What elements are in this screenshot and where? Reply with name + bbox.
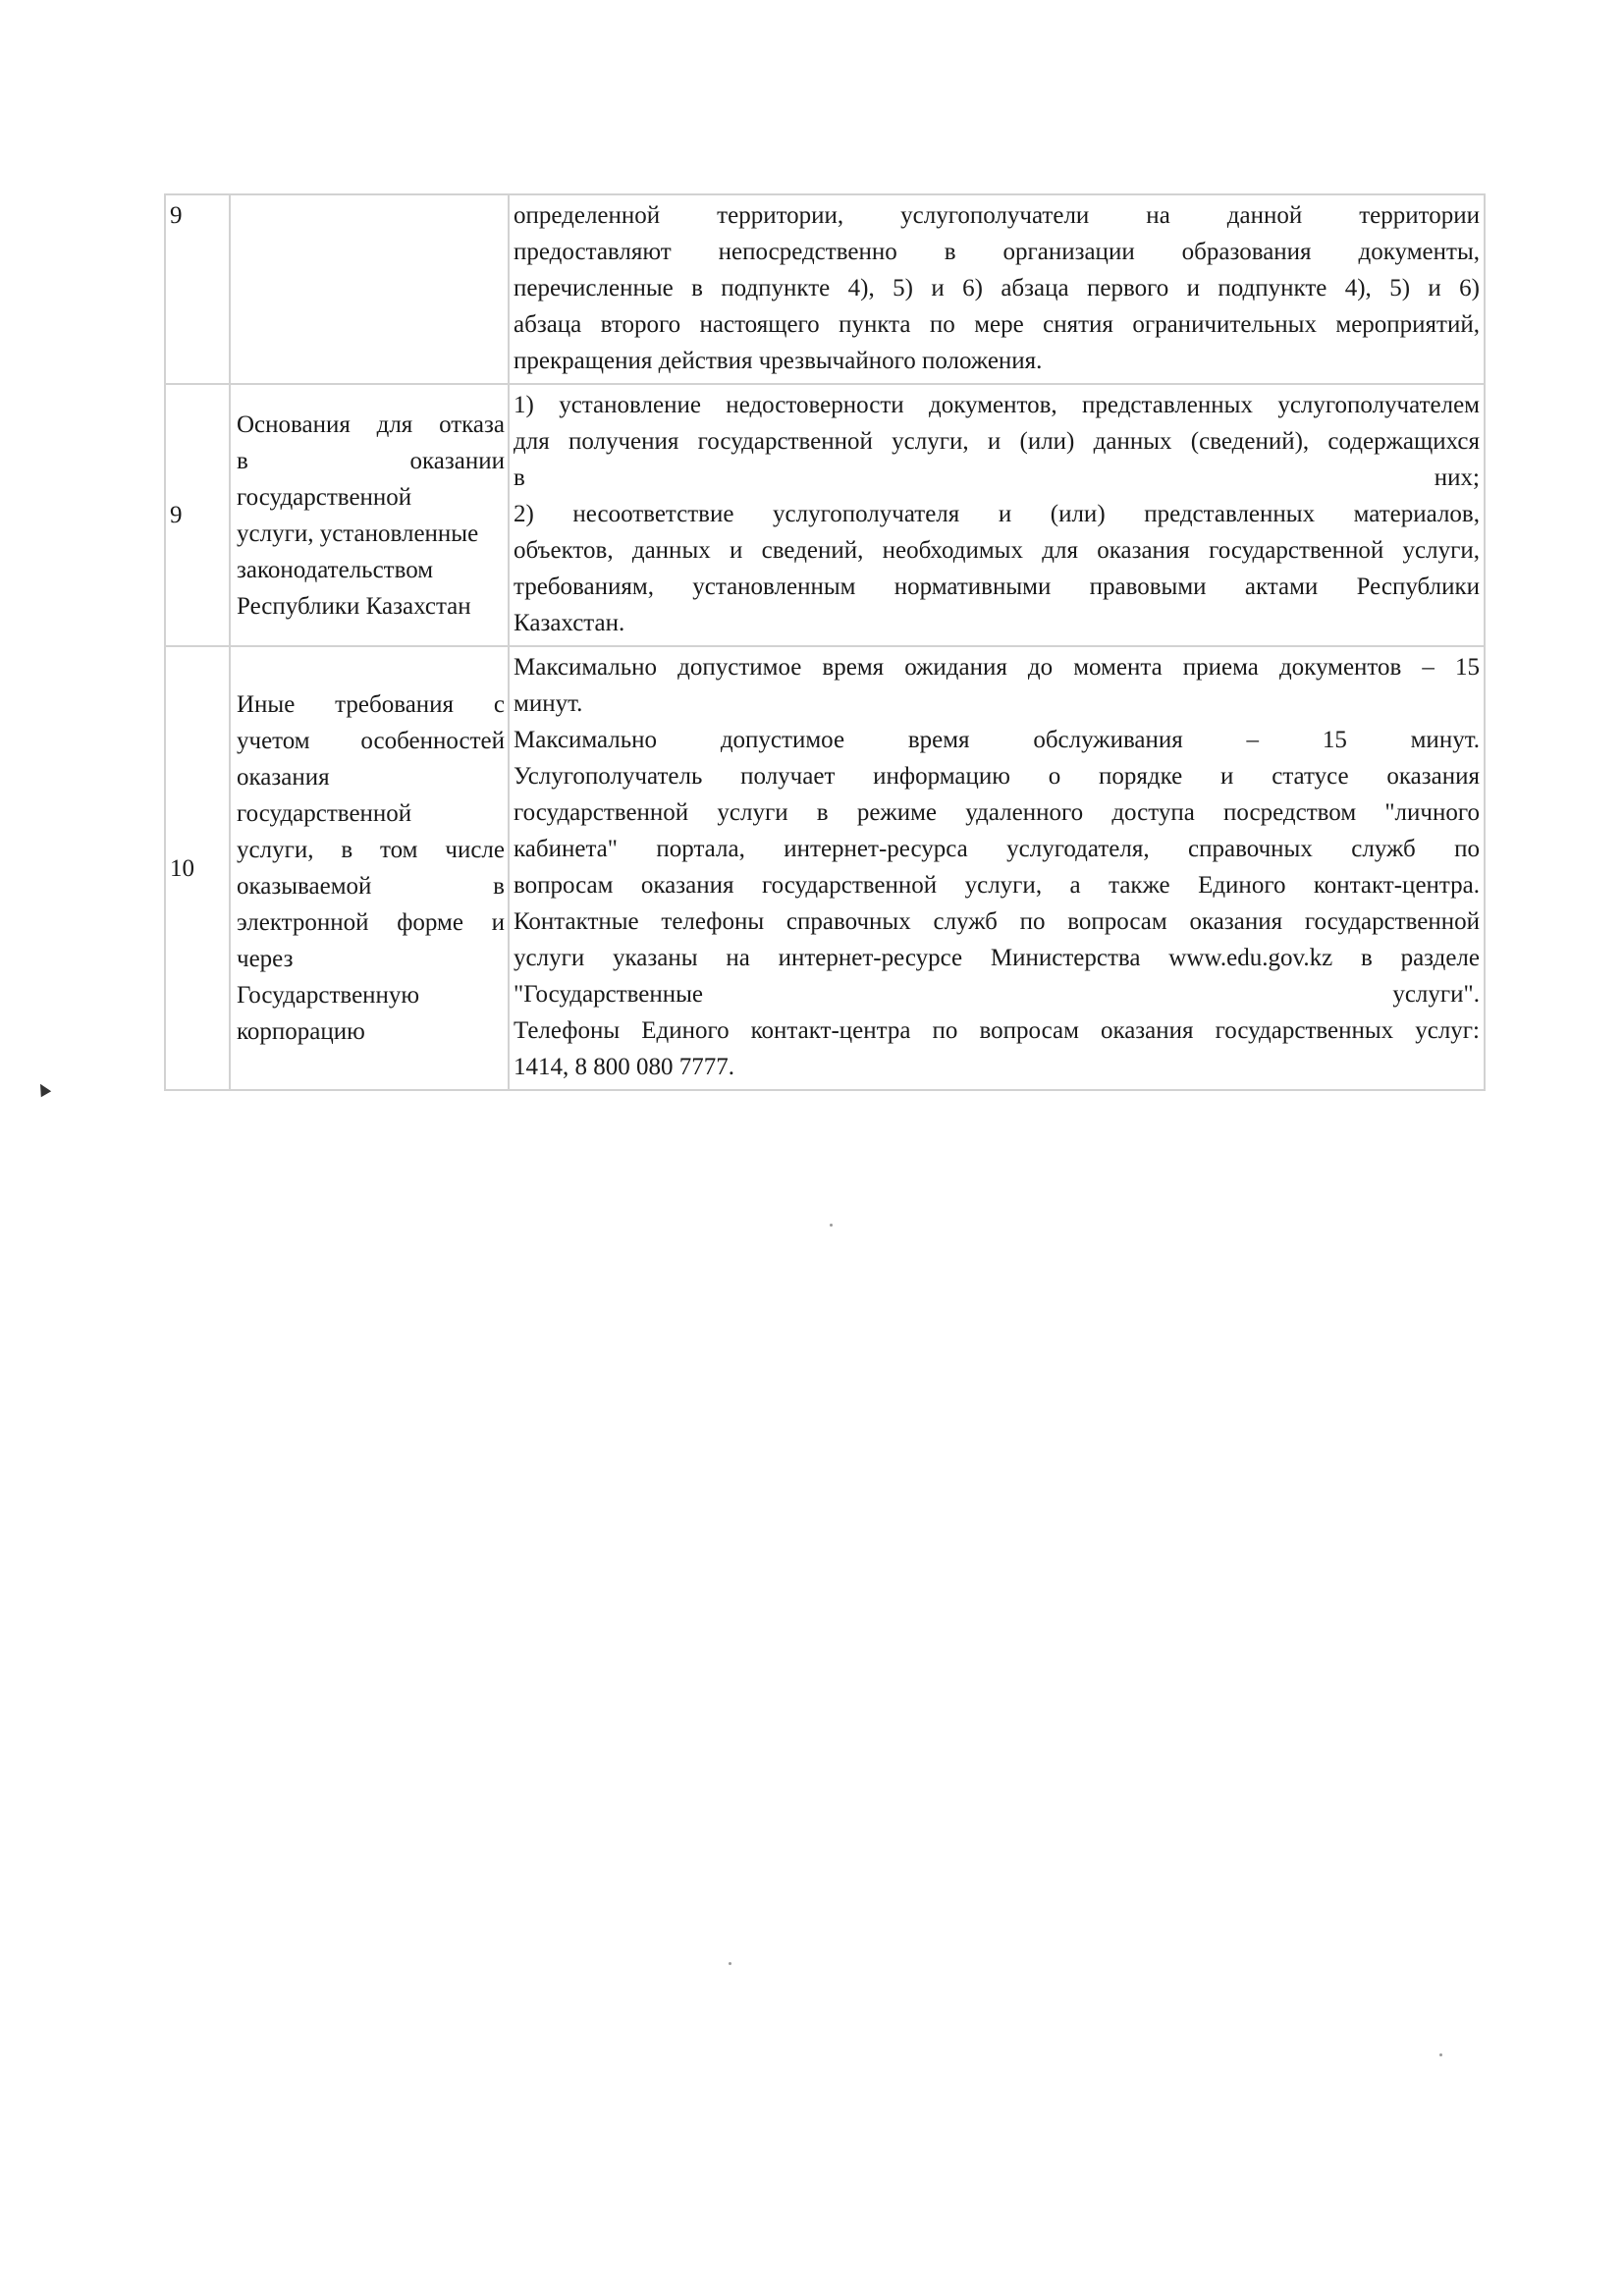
row-description-cell <box>509 194 1485 384</box>
description-line: Максимально допустимое время обслуживания – 15 минут. <box>514 727 1480 753</box>
row-number <box>165 194 230 384</box>
name-line: учетом особенностей <box>237 728 505 754</box>
name-line: оказания <box>237 764 330 791</box>
description-line: 2) несоответствие услугополучателя и (или) представленных материалов, <box>514 501 1480 527</box>
scan-artifact-mark <box>35 1081 51 1097</box>
table-row <box>165 384 1485 646</box>
row-description-cell <box>509 646 1485 1090</box>
name-line: через <box>237 946 294 972</box>
table-row <box>165 194 1485 384</box>
name-line: государственной <box>237 800 412 827</box>
description-line: определенной территории, услугополучатели на данной территории <box>514 202 1480 229</box>
description-line: кабинета" портала, интернет-ресурса услугодателя, справочных служб по <box>514 836 1480 862</box>
row-description-cell <box>509 384 1485 646</box>
description-line: перечисленные в подпункте 4), 5) и 6) абзаца первого и подпункте 4), 5) и 6) <box>514 275 1480 301</box>
scan-speck <box>830 1224 833 1227</box>
description-line: Услугополучатель получает информацию о порядке и статусе оказания <box>514 763 1480 790</box>
description-line: минут. <box>514 690 583 717</box>
row-name-cell <box>230 384 509 646</box>
description-line: в них; <box>514 465 1480 491</box>
description-line: прекращения действия чрезвычайного положения. <box>514 348 1043 374</box>
description-line: услуги указаны на интернет-ресурсе Министерства www.edu.gov.kz в разделе <box>514 945 1480 971</box>
name-line: услуги, установленные <box>237 519 479 547</box>
description-line: Максимально допустимое время ожидания до момента приема документов – 15 <box>514 654 1480 681</box>
description-line: 1) установление недостоверности документов, представленных услугополучателем <box>514 392 1480 418</box>
description-line: Телефоны Единого контакт-центра по вопросам оказания государственных услуг: <box>514 1017 1480 1044</box>
row-number-text: 9 <box>170 202 183 229</box>
name-line: Иные требования с <box>237 691 505 718</box>
description-line: требованиям, установленным нормативными правовыми актами Республики <box>514 574 1480 600</box>
name-line: корпорацию <box>237 1018 365 1045</box>
row-number-text: 10 <box>170 854 194 882</box>
name-line: Республики Казахстан <box>237 592 471 620</box>
name-line: оказываемой в <box>237 873 505 900</box>
description-line: предоставляют непосредственно в организации образования документы, <box>514 239 1480 265</box>
description-line: "Государственные услуги". <box>514 981 1480 1008</box>
row-number <box>165 384 230 646</box>
description-line: Контактные телефоны справочных служб по вопросам оказания государственной <box>514 908 1480 935</box>
table-row <box>165 646 1485 1090</box>
name-line: Государственную <box>237 982 420 1009</box>
description-line: 1414, 8 800 080 7777. <box>514 1054 734 1080</box>
description-line: Казахстан. <box>514 610 625 636</box>
description-line: абзаца второго настоящего пункта по мере снятия ограничительных мероприятий, <box>514 311 1480 338</box>
row-number-text: 9 <box>170 502 183 528</box>
description-line: государственной услуги в режиме удаленного доступа посредством "личного <box>514 799 1480 826</box>
name-line: государственной <box>237 483 412 511</box>
name-line: законодательством <box>237 556 434 583</box>
row-number <box>165 646 230 1090</box>
name-line: услуги, в том числе <box>237 837 505 863</box>
description-line: объектов, данных и сведений, необходимых для оказания государственной услуги, <box>514 537 1480 564</box>
row-name-cell <box>230 646 509 1090</box>
name-line: в оказании <box>237 447 505 474</box>
name-line: Основания для отказа <box>237 410 505 438</box>
description-line: вопросам оказания государственной услуги, а также Единого контакт-центра. <box>514 872 1480 899</box>
service-standard-table <box>164 193 1486 1091</box>
scan-speck <box>729 1962 731 1965</box>
scan-speck <box>1439 2053 1442 2056</box>
description-line: для получения государственной услуги, и (или) данных (сведений), содержащихся <box>514 428 1480 455</box>
row-name-cell <box>230 194 509 384</box>
name-line: электронной форме и <box>237 909 505 936</box>
